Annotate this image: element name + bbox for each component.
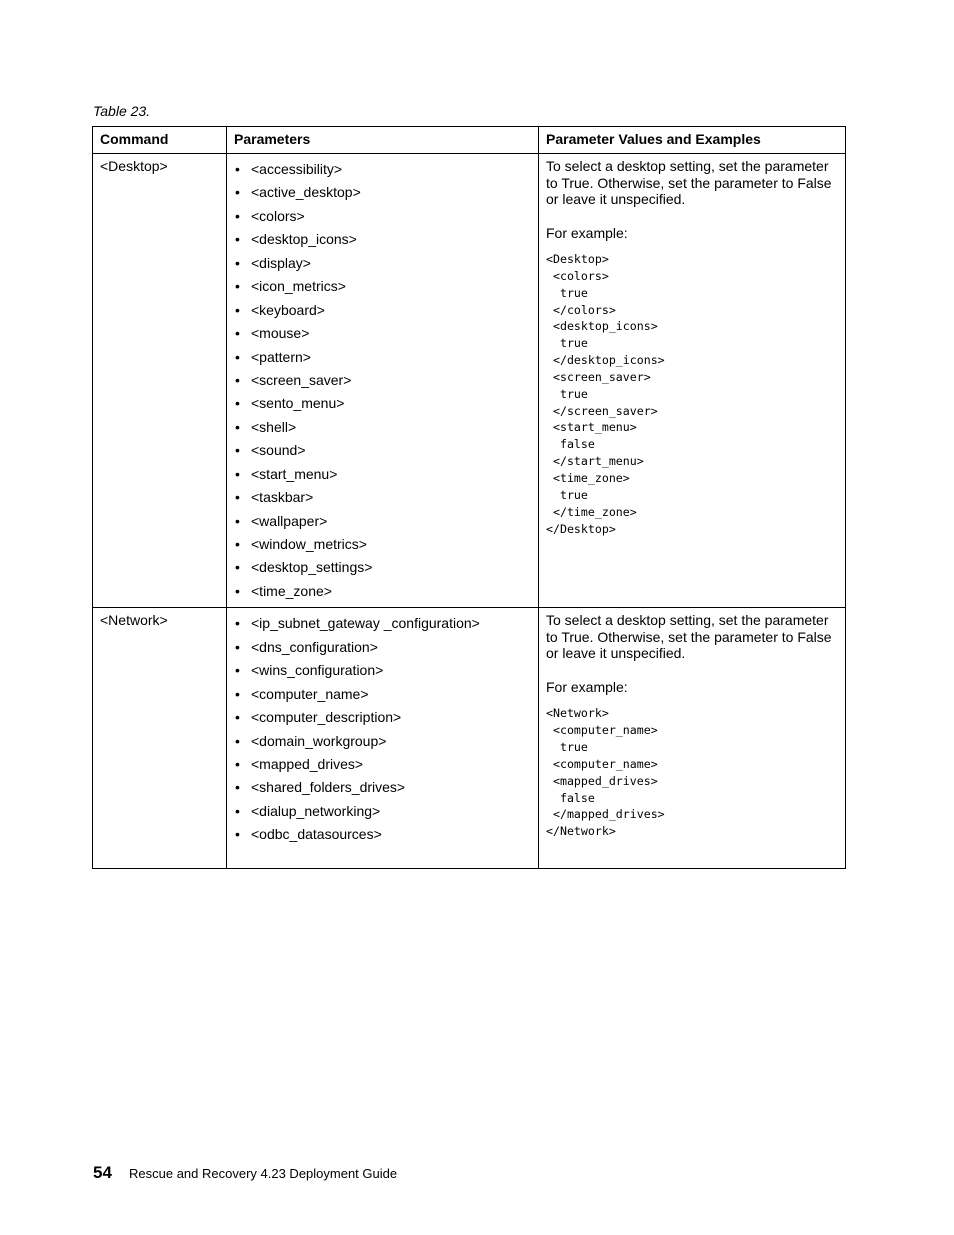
parameter-name: <odbc_datasources> bbox=[251, 826, 382, 843]
parameter-name: <wallpaper> bbox=[251, 512, 328, 529]
command-cell: <Network> bbox=[93, 608, 227, 869]
values-cell bbox=[539, 608, 846, 869]
parameter-list bbox=[234, 158, 531, 603]
parameter-name: <active_desktop> bbox=[251, 184, 361, 201]
parameter-item bbox=[234, 683, 531, 706]
bullet-icon: • bbox=[235, 582, 240, 599]
parameter-item bbox=[234, 158, 531, 181]
parameter-name: <sento_menu> bbox=[251, 395, 345, 412]
bullet-icon: • bbox=[235, 709, 240, 726]
parameter-item bbox=[234, 636, 531, 659]
parameter-item bbox=[234, 369, 531, 392]
parameter-name: <dns_configuration> bbox=[251, 638, 378, 655]
parameter-name: <start_menu> bbox=[251, 465, 338, 482]
bullet-icon: • bbox=[235, 512, 240, 529]
parameter-name: <pattern> bbox=[251, 348, 311, 365]
parameter-name: <mapped_drives> bbox=[251, 755, 364, 772]
parameter-item bbox=[234, 823, 531, 846]
code-example: <Network> <computer_name> true <computer_name> <mapped_drives> false </mapped_drives> </Network> bbox=[546, 706, 665, 839]
parameter-item bbox=[234, 533, 531, 556]
bullet-icon: • bbox=[235, 536, 240, 552]
parameter-item bbox=[234, 275, 531, 298]
parameter-item bbox=[234, 776, 531, 799]
parameter-list bbox=[234, 612, 531, 846]
parameter-item bbox=[234, 659, 531, 682]
parameter-item bbox=[234, 322, 531, 345]
bullet-icon: • bbox=[235, 395, 240, 412]
bullet-icon: • bbox=[235, 207, 240, 224]
table-row-network bbox=[93, 608, 846, 869]
parameter-name: <shell> bbox=[251, 418, 297, 435]
bullet-icon: • bbox=[235, 638, 240, 655]
parameter-item bbox=[234, 299, 531, 322]
parameter-item bbox=[234, 556, 531, 579]
bullet-icon: • bbox=[235, 732, 240, 749]
parameter-name: <screen_saver> bbox=[251, 371, 352, 388]
bullet-icon: • bbox=[235, 371, 240, 388]
parameter-item bbox=[234, 612, 531, 635]
parameter-name: <mouse> bbox=[251, 325, 310, 342]
document-title: Rescue and Recovery 4.23 Deployment Guide bbox=[129, 1166, 398, 1181]
parameter-item bbox=[234, 416, 531, 439]
parameter-item bbox=[234, 510, 531, 533]
parameter-name: <keyboard> bbox=[251, 301, 325, 318]
bullet-icon: • bbox=[235, 755, 240, 772]
parameter-name: <computer_description> bbox=[251, 709, 402, 726]
parameter-name: <time_zone> bbox=[251, 582, 332, 599]
table-row-desktop bbox=[93, 154, 846, 608]
parameters-cell bbox=[227, 154, 539, 608]
bullet-icon: • bbox=[235, 325, 240, 342]
parameter-item bbox=[234, 730, 531, 753]
parameter-name: <taskbar> bbox=[251, 489, 314, 506]
parameter-name: <accessibility> bbox=[251, 161, 343, 177]
parameter-name: <icon_metrics> bbox=[251, 278, 346, 295]
parameter-name: <computer_name> bbox=[251, 685, 369, 702]
table-caption: Table 23. bbox=[93, 103, 151, 119]
description-text: To select a desktop setting, set the parameter to True. Otherwise, set the parameter to False or leave it unspecified. bbox=[546, 612, 832, 662]
code-example: <Desktop> <colors> true </colors> <desktop_icons> true </desktop_icons> <screen_saver> true </screen_saver> <start_menu> false </start_menu> <time_zone> true </time_zone> </Desktop> bbox=[546, 252, 665, 536]
bullet-icon: • bbox=[235, 489, 240, 506]
header-command: Command bbox=[93, 127, 227, 154]
parameter-name: <sound> bbox=[251, 442, 306, 459]
parameter-item bbox=[234, 439, 531, 462]
parameter-name: <desktop_settings> bbox=[251, 559, 373, 576]
bullet-icon: • bbox=[235, 779, 240, 796]
parameter-item bbox=[234, 753, 531, 776]
parameter-name: <display> bbox=[251, 254, 311, 271]
parameter-name: <desktop_icons> bbox=[251, 231, 357, 248]
values-cell bbox=[539, 154, 846, 608]
bullet-icon: • bbox=[235, 465, 240, 482]
example-intro: For example: bbox=[546, 678, 628, 695]
parameter-item bbox=[234, 181, 531, 204]
bullet-icon: • bbox=[235, 685, 240, 702]
bullet-icon: • bbox=[235, 278, 240, 295]
bullet-icon: • bbox=[235, 615, 240, 632]
parameter-name: <domain_workgroup> bbox=[251, 732, 387, 749]
bullet-icon: • bbox=[235, 802, 240, 819]
parameter-item bbox=[234, 800, 531, 823]
table-header-row bbox=[93, 127, 846, 154]
parameter-item bbox=[234, 205, 531, 228]
bullet-icon: • bbox=[235, 662, 240, 679]
parameter-name: <shared_folders_drives> bbox=[251, 779, 406, 796]
command-cell: <Desktop> bbox=[93, 154, 227, 608]
parameter-item bbox=[234, 486, 531, 509]
parameter-item bbox=[234, 392, 531, 415]
parameters-table bbox=[92, 126, 846, 869]
bullet-icon: • bbox=[235, 826, 240, 843]
parameter-name: <dialup_networking> bbox=[251, 802, 381, 819]
parameter-name: <ip_subnet_gateway _configuration> bbox=[251, 615, 480, 632]
bullet-icon: • bbox=[235, 184, 240, 201]
header-values-examples: Parameter Values and Examples bbox=[539, 127, 846, 154]
bullet-icon: • bbox=[235, 231, 240, 248]
parameter-item bbox=[234, 346, 531, 369]
bullet-icon: • bbox=[235, 301, 240, 318]
bullet-icon: • bbox=[235, 161, 240, 177]
parameter-name: <wins_configuration> bbox=[251, 662, 384, 679]
parameters-cell bbox=[227, 608, 539, 869]
bullet-icon: • bbox=[235, 559, 240, 576]
parameter-item bbox=[234, 463, 531, 486]
bullet-icon: • bbox=[235, 418, 240, 435]
description-text: To select a desktop setting, set the parameter to True. Otherwise, set the parameter to False or leave it unspecified. bbox=[546, 158, 832, 207]
parameter-name: <window_metrics> bbox=[251, 536, 367, 552]
bullet-icon: • bbox=[235, 254, 240, 271]
header-parameters: Parameters bbox=[227, 127, 539, 154]
bullet-icon: • bbox=[235, 348, 240, 365]
parameter-name: <colors> bbox=[251, 207, 305, 224]
bullet-icon: • bbox=[235, 442, 240, 459]
parameter-item bbox=[234, 580, 531, 603]
example-intro: For example: bbox=[546, 224, 628, 241]
parameter-item bbox=[234, 252, 531, 275]
parameter-item bbox=[234, 706, 531, 729]
page-number: 54 bbox=[93, 1163, 112, 1182]
parameter-item bbox=[234, 228, 531, 251]
